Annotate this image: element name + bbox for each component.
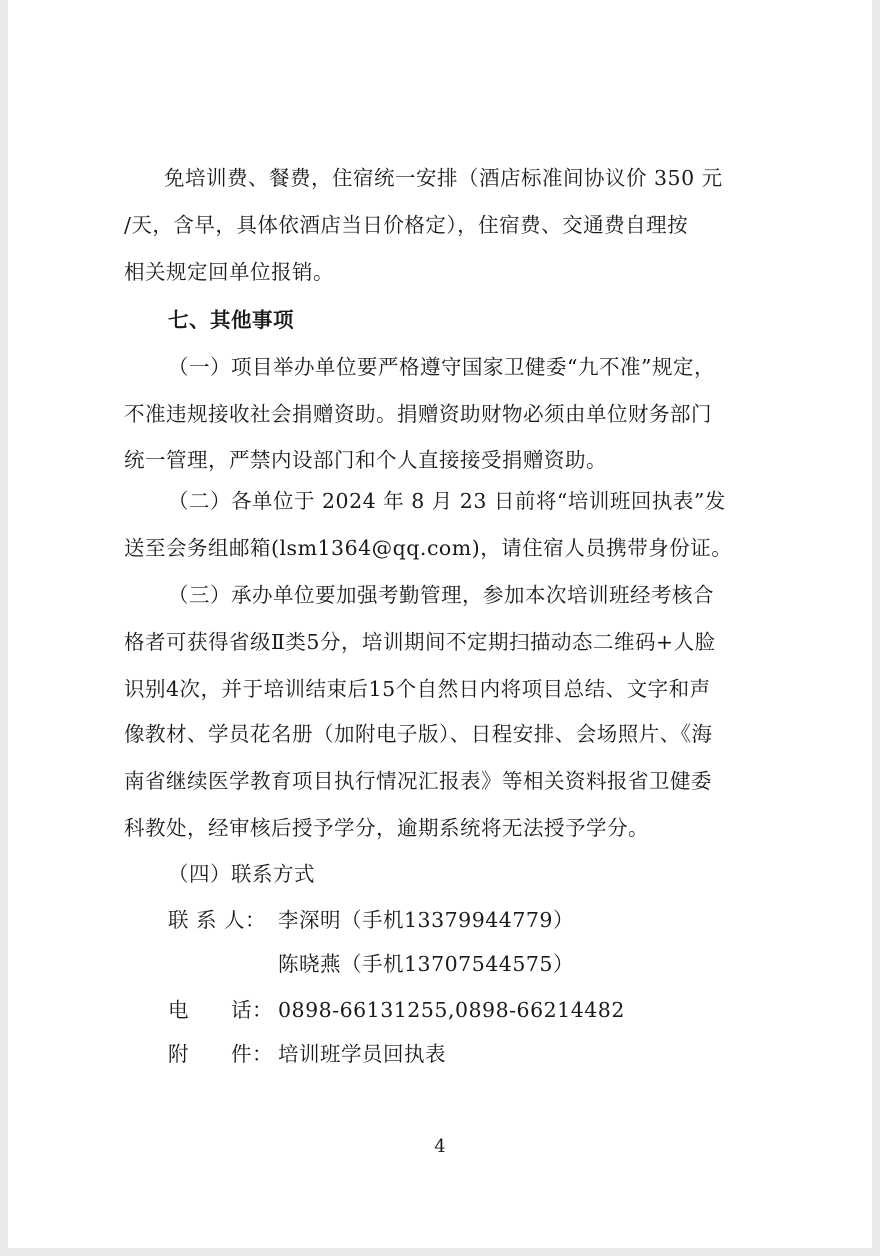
paragraph-line: 不准违规接收社会捐赠资助。捐赠资助财物必须由单位财务部门 [124, 402, 712, 426]
paragraph-line: （二）各单位于 2024 年 8 月 23 日前将“培训班回执表”发 [168, 489, 726, 513]
paragraph-line: 南省继续医学教育项目执行情况汇报表》等相关资料报省卫健委 [124, 769, 712, 793]
paragraph-line: （一）项目举办单位要严格遵守国家卫健委“九不准”规定， [168, 355, 715, 379]
paragraph-line: 送至会务组邮箱(lsm1364@qq.com)，请住宿人员携带身份证。 [124, 536, 733, 560]
page-number: 4 [434, 1136, 446, 1157]
contact-person-1: 李深明（手机13379944779） [278, 908, 574, 932]
subsection-heading: （四）联系方式 [168, 862, 315, 886]
paragraph-line: 像教材、学员花名册（加附电子版）、日程安排、会场照片、《海 [124, 722, 713, 746]
phone-value: 0898-66131255,0898-66214482 [278, 998, 625, 1022]
paragraph-line: （三）承办单位要加强考勤管理，参加本次培训班经考核合 [168, 583, 714, 607]
phone-label: 电 话： [168, 998, 273, 1022]
contact-label: 联 系 人： [168, 908, 267, 932]
paragraph-line: 免培训费、餐费，住宿统一安排（酒店标准间协议价 350 元 [164, 166, 723, 190]
section-heading: 七、其他事项 [168, 308, 294, 332]
attachment-label: 附 件： [168, 1042, 273, 1066]
paragraph-line: 相关规定回单位报销。 [124, 260, 334, 284]
paragraph-line: 识别4次，并于培训结束后15个自然日内将项目总结、文字和声 [124, 677, 711, 701]
paragraph-line: 科教处，经审核后授予学分，逾期系统将无法授予学分。 [124, 816, 649, 840]
attachment-value: 培训班学员回执表 [278, 1042, 446, 1066]
paragraph-line: 格者可获得省级Ⅱ类5分，培训期间不定期扫描动态二维码+人脸 [124, 630, 716, 654]
contact-person-2: 陈晓燕（手机13707544575） [278, 952, 574, 976]
paragraph-line: 统一管理，严禁内设部门和个人直接接受捐赠资助。 [124, 448, 607, 472]
paragraph-line: /天，含早，具体依酒店当日价格定），住宿费、交通费自理按 [124, 213, 689, 237]
document-page [8, 0, 872, 1248]
